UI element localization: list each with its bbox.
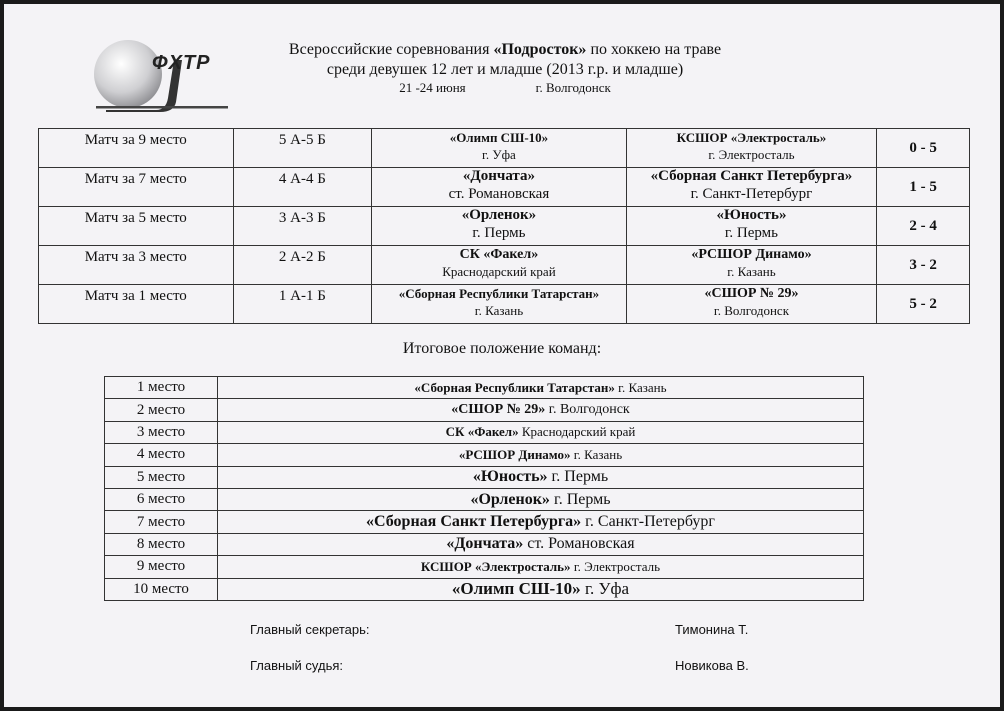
standings-title: Итоговое положение команд: xyxy=(402,340,602,357)
table-row: 6 место «Орленок» г. Пермь xyxy=(105,488,864,510)
standings-table xyxy=(104,376,864,601)
judge-label: Главный судья: xyxy=(250,658,344,673)
logo-text: ФХТР xyxy=(152,52,211,74)
secretary-label: Главный секретарь: xyxy=(250,622,370,637)
table-row: Матч за 3 место 2 А-2 Б СК «Факел» Краснодарский край «РСШОР Динамо» г. Казань 3 - 2 xyxy=(39,246,970,285)
header-city: г. Волгодонск xyxy=(535,80,611,95)
table-row: 3 место СК «Факел» Краснодарский край xyxy=(105,421,864,443)
table-row: 1 место «Сборная Республики Татарстан» г. Казань xyxy=(105,377,864,399)
table-row: 2 место «СШОР № 29» г. Волгодонск xyxy=(105,399,864,421)
table-row: 9 место КСШОР «Электросталь» г. Электросталь xyxy=(105,556,864,578)
table-row: 4 место «РСШОР Динамо» г. Казань xyxy=(105,444,864,466)
table-row: 8 место «Дончата» ст. Романовская xyxy=(105,533,864,555)
table-row: Матч за 9 место 5 А-5 Б «Олимп СШ-10» г. Уфа КСШОР «Электросталь» г. Электросталь 0 - 5 xyxy=(39,129,970,168)
header-dates: 21 -24 июня xyxy=(399,80,466,95)
header-subtitle: среди девушек 12 лет и младше (2013 г.р. и младше) xyxy=(326,61,684,78)
match-score: 2 - 4 xyxy=(877,207,970,246)
matches-table xyxy=(38,128,970,324)
match-score: 5 - 2 xyxy=(877,285,970,324)
table-row: Матч за 1 место 1 А-1 Б «Сборная Республики Татарстан» г. Казань «СШОР № 29» г. Волгодонск 5 - 2 xyxy=(39,285,970,324)
match-score: 0 - 5 xyxy=(877,129,970,168)
table-row: 10 место «Олимп СШ-10» г. Уфа xyxy=(105,578,864,600)
table-row: Матч за 7 место 4 А-4 Б «Дончата» ст. Романовская «Сборная Санкт Петербурга» г. Санкт-Петербург 1 - 5 xyxy=(39,168,970,207)
document-sheet xyxy=(4,4,1000,707)
match-score: 3 - 2 xyxy=(877,246,970,285)
match-score: 1 - 5 xyxy=(877,168,970,207)
table-row: 7 место «Сборная Санкт Петербурга» г. Санкт-Петербург xyxy=(105,511,864,533)
table-row: Матч за 5 место 3 А-3 Б «Орленок» г. Пермь «Юность» г. Пермь 2 - 4 xyxy=(39,207,970,246)
header-date-city xyxy=(240,80,770,96)
judge-name: Новикова В. xyxy=(675,658,749,673)
header-title: Всероссийские соревнования «Подросток» по хоккею на траве xyxy=(288,41,722,58)
table-row: 5 место «Юность» г. Пермь xyxy=(105,466,864,488)
secretary-name: Тимонина Т. xyxy=(675,622,749,637)
document-header xyxy=(240,40,770,96)
